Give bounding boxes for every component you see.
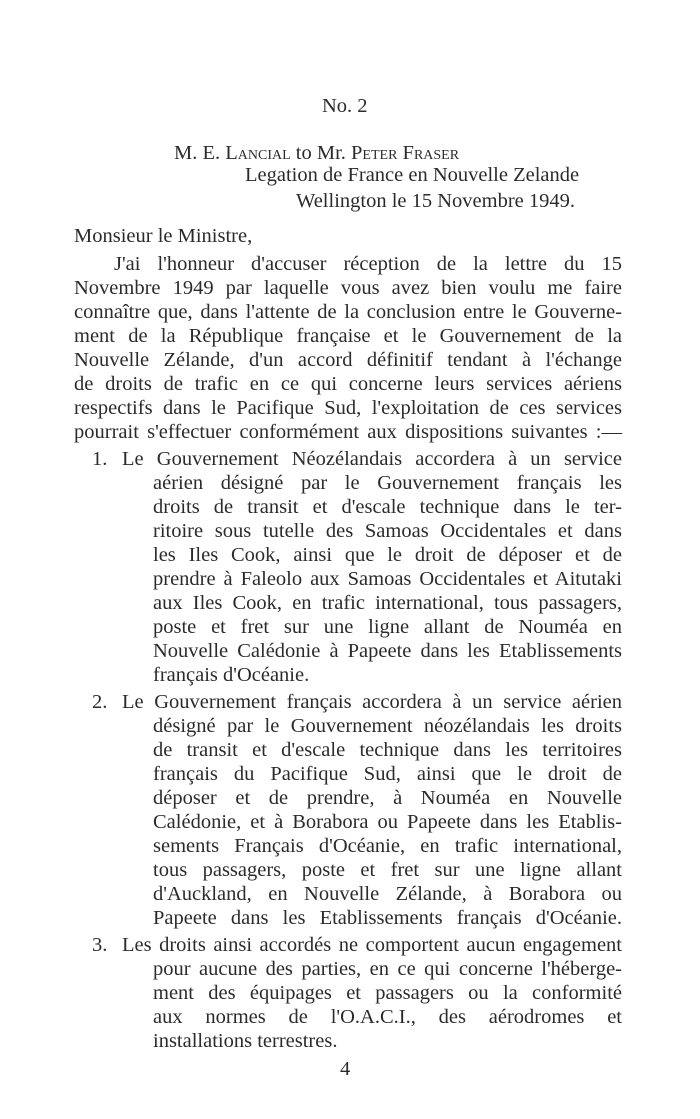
paragraph-line: de droits de trafic en ce qui concerne leurs services aériens xyxy=(74,373,622,395)
paragraph-line: Novembre 1949 par laquelle vous avez bien voulu me faire xyxy=(74,277,622,299)
list-item-line: aérien désigné par le Gouvernement français les xyxy=(153,472,622,494)
list-item-line: Le Gouvernement Néozélandais accordera à un service xyxy=(122,448,622,470)
paragraph-line: ment de la République française et le Gouvernement de la xyxy=(74,325,622,347)
list-item-line: français du Pacifique Sud, ainsi que le droit de xyxy=(153,763,622,785)
list-item-line: Le Gouvernement français accordera à un service aérien xyxy=(122,691,622,713)
list-item-line: Calédonie, et à Borabora ou Papeete dans les Etablis- xyxy=(153,811,622,833)
recipient-name: Peter Fraser xyxy=(351,142,460,164)
paragraph-line: pourrait s'effectuer conformément aux dispositions suivantes :— xyxy=(74,421,622,443)
sender-name: Lancial xyxy=(225,142,291,164)
page-number: 4 xyxy=(340,1058,351,1080)
list-item-line: Les droits ainsi accordés ne comportent aucun engagement xyxy=(122,934,622,956)
list-item-number: 1. xyxy=(92,448,108,470)
letter-number: No. 2 xyxy=(322,95,368,117)
list-item-line: de transit et d'escale technique dans les territoires xyxy=(153,739,622,761)
list-item-line: tous passagers, poste et fret sur une ligne allant xyxy=(153,859,622,881)
place-date-line: Wellington le 15 Novembre 1949. xyxy=(296,190,576,212)
list-item-number: 3. xyxy=(92,934,108,956)
list-item-line: aux normes de l'O.A.C.I., des aérodromes et xyxy=(153,1006,622,1028)
list-item-line: ritoire sous tutelle des Samoas Occidentales et dans xyxy=(153,520,622,542)
list-item-number: 2. xyxy=(92,691,108,713)
paragraph-line: J'ai l'honneur d'accuser réception de la lettre du 15 xyxy=(114,253,622,275)
list-item-line: désigné par le Gouvernement néozélandais les droits xyxy=(153,715,622,737)
list-item-line: les Iles Cook, ainsi que le droit de déposer et de xyxy=(153,544,622,566)
list-item-line: Papeete dans les Etablissements français d'Océanie. xyxy=(153,907,622,929)
list-item-line: ment des équipages et passagers ou la conformité xyxy=(153,982,622,1004)
addressee-line xyxy=(174,141,459,165)
list-item-line: Nouvelle Calédonie à Papeete dans les Etablissements xyxy=(153,640,622,662)
list-item-line: français d'Océanie. xyxy=(153,664,310,686)
list-item-line: prendre à Faleolo aux Samoas Occidentales et Aitutaki xyxy=(153,568,622,590)
list-item-line: installations terrestres. xyxy=(153,1030,338,1052)
list-item-line: d'Auckland, en Nouvelle Zélande, à Borabora ou xyxy=(153,883,622,905)
addressee-middle: to Mr. xyxy=(290,142,352,164)
salutation: Monsieur le Ministre, xyxy=(74,225,253,247)
origin-line: Legation de France en Nouvelle Zelande xyxy=(245,164,580,186)
addressee-prefix: M. E. xyxy=(174,142,226,164)
paragraph-line: respectifs dans le Pacifique Sud, l'exploitation de ces services xyxy=(74,397,622,419)
paragraph-line: connaître que, dans l'attente de la conclusion entre le Gouverne- xyxy=(74,301,622,323)
list-item-line: sements Français d'Océanie, en trafic international, xyxy=(153,835,622,857)
list-item-line: déposer et de prendre, à Nouméa en Nouvelle xyxy=(153,787,622,809)
list-item-line: poste et fret sur une ligne allant de Nouméa en xyxy=(153,616,622,638)
list-item-line: aux Iles Cook, en trafic international, tous passagers, xyxy=(153,592,622,614)
list-item-line: droits de transit et d'escale technique dans le ter- xyxy=(153,496,622,518)
list-item-line: pour aucune des parties, en ce qui concerne l'héberge- xyxy=(153,958,622,980)
paragraph-line: Nouvelle Zélande, d'un accord définitif tendant à l'échange xyxy=(74,349,622,371)
